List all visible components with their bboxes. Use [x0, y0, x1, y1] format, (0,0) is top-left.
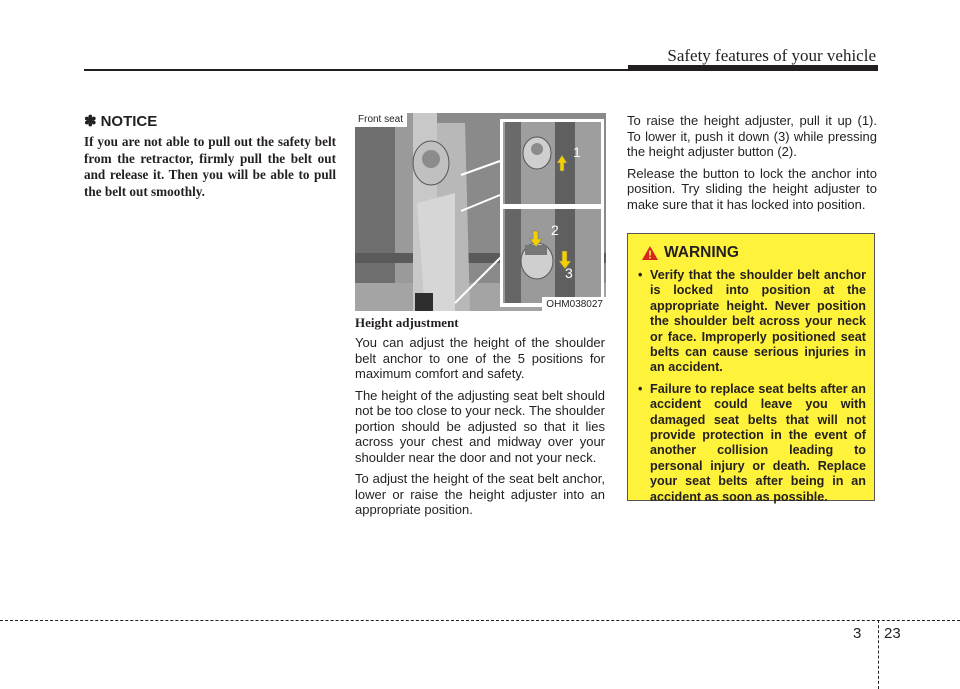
- paragraph: Release the button to lock the anchor into position. Try sliding the height adjuster to make sure that it has locked into position.: [627, 165, 877, 212]
- warning-title: WARNING: [664, 244, 739, 261]
- warning-item: [638, 382, 866, 505]
- bullet-icon: •: [638, 268, 643, 282]
- callout-2: 2: [551, 222, 559, 238]
- paragraph: You can adjust the height of the shoulder belt anchor to one of the 5 positions for maximum comfort and safety.: [355, 335, 605, 381]
- seatbelt-figure: [355, 113, 606, 311]
- warning-box: [627, 233, 875, 504]
- warning-item: [638, 268, 866, 376]
- notice-body: If you are not able to pull out the safety belt from the retractor, firmly pull the belt out and release it. Then you will be able to pull the belt out smoothly.: [84, 134, 336, 199]
- header-tab: [628, 65, 878, 71]
- figure-label: Front seat: [355, 113, 407, 127]
- warning-triangle-icon: [642, 246, 658, 260]
- notice-heading: [84, 112, 336, 130]
- notice-box: [84, 112, 336, 200]
- paragraph: The height of the adjusting seat belt should not be too close to your neck. The shoulder portion should be adjusted so that it lies across your chest and midway over your shoulder near the door and not your neck.: [355, 387, 605, 465]
- notice-title: NOTICE: [100, 112, 158, 130]
- paragraph: To adjust the height of the seat belt anchor, lower or raise the height adjuster into an appropriate position.: [355, 471, 605, 517]
- footer-rule: [0, 620, 960, 621]
- warning-item-text: Verify that the shoulder belt anchor is locked into position at the appropriate height. Never position the shoulder belt across your neck or face. Improperly positioned seat belts can cause serious injuries in an accident.: [650, 268, 866, 375]
- warning-heading: [642, 244, 874, 262]
- warning-item-text: Failure to replace seat belts after an accident could leave you with damaged seat belts that will not provide protection in the event of another collision leading to personal injury or death. Replace your seat belts after being in an accident as soon as possible.: [650, 381, 866, 504]
- figure-code: OHM038027: [542, 297, 606, 311]
- callout-3: 3: [565, 265, 573, 281]
- seatbelt-illustration: [355, 113, 606, 311]
- callout-1: 1: [573, 144, 581, 160]
- height-adjustment-heading: Height adjustment: [355, 315, 459, 330]
- paragraph: To raise the height adjuster, pull it up (1). To lower it, push it down (3) while pressing the height adjuster button (2).: [627, 113, 877, 159]
- bullet-icon: •: [638, 381, 643, 396]
- height-adjustment-section: [355, 315, 605, 524]
- section-title: Safety features of your vehicle: [667, 46, 876, 65]
- page-number: 23: [884, 625, 901, 642]
- footer-divider: [878, 620, 879, 689]
- chapter-number: 3: [853, 625, 862, 642]
- notice-star-icon: ✽: [84, 113, 97, 130]
- adjuster-instructions: [627, 113, 877, 218]
- warning-list: [638, 268, 866, 505]
